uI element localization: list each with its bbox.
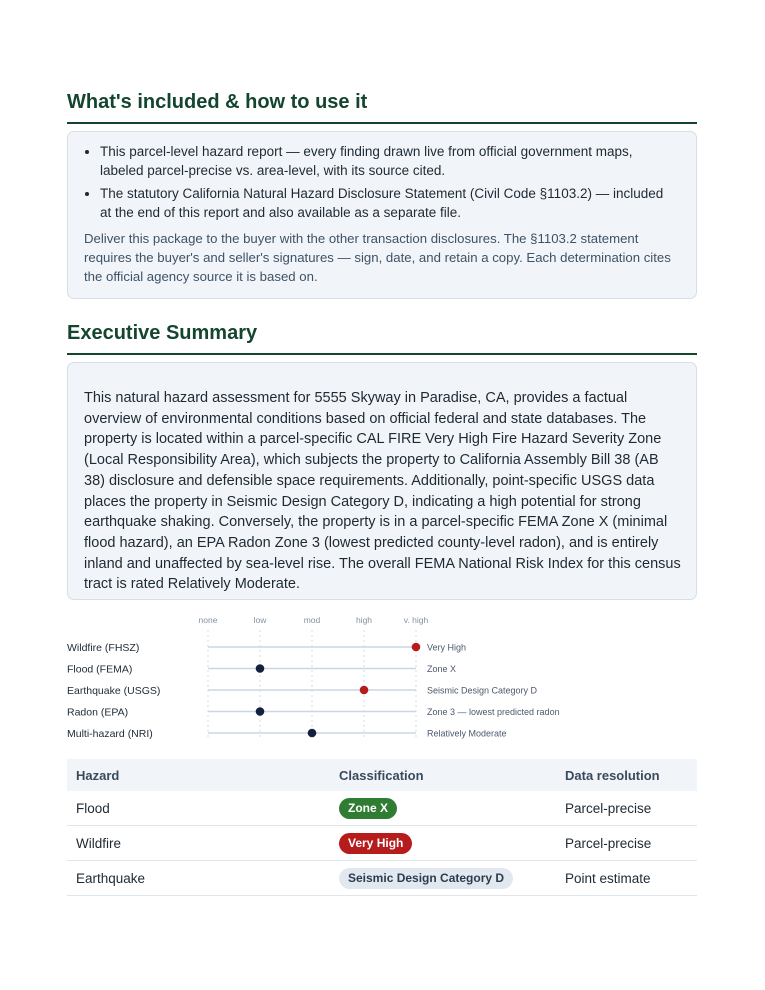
classification-cell [330,826,556,861]
column-header-hazard: Hazard [67,759,330,791]
hazard-cell: Flood [67,791,330,826]
hazard-level-dot [360,686,369,695]
hazard-level-label: Seismic Design Category D [427,685,538,696]
hazard-table [67,759,697,896]
hazard-row-label: Wildfire (FHSZ) [67,642,140,654]
hazard-level-chart [67,612,697,752]
classification-badge: Seismic Design Category D [339,868,513,889]
resolution-cell: Point estimate [556,861,697,896]
resolution-cell: Parcel-precise [556,826,697,861]
hazard-level-dot [412,643,421,652]
classification-cell [330,861,556,896]
summary-text: This natural hazard assessment for 5555 Skyway in Paradise, CA, provides a factual overview of environmental conditions based on official federal and state databases. The property is located within a parcel-specific CAL FIRE Very High Fire Hazard Severity Zone (Local Responsibility Area), which subjects the property to California Assembly Bill 38 (AB 38) disclosure and defensible space requirements. Additionally, point-specific USGS data places the property in Seismic Design Category D, indicating a high potential for strong earthquake shaking. Conversely, the property is in a parcel-specific FEMA Zone X (minimal flood hazard), an EPA Radon Zone 3 (lowest predicted county-level radon), and is entirely inland and unaffected by sea-level rise. The overall FEMA National Risk Index for this census tract is rated Relatively Moderate. [84,390,681,593]
hazard-row-label: Flood (FEMA) [67,663,133,676]
list-item: • This parcel-level hazard report — every finding drawn live from official government maps, labeled parcel-precise vs. area-level, with its source cited. [100,142,676,180]
hazard-level-dot [256,707,265,716]
hazard-level-label: Relatively Moderate [427,728,507,739]
classification-badge: Very High [339,833,412,854]
hazard-row-label: Multi-hazard (NRI) [67,728,153,740]
hazard-row-label: Radon (EPA) [67,706,129,719]
included-section-title: What's included & how to use it [67,91,697,124]
hazard-level-label: Zone X [427,664,457,674]
classification-badge: Zone X [339,798,397,819]
scale-tick-label: none [198,615,218,625]
included-list [68,142,696,226]
hazard-level-dot [308,729,317,738]
scale-tick-label: mod [303,615,321,625]
classification-cell [330,791,556,826]
scale-tick-label: v. high [403,615,429,625]
scale-tick-label: high [355,615,373,625]
hazard-cell: Earthquake [67,861,330,896]
hazard-level-label: Very High [427,642,467,653]
column-header-classification: Classification [330,759,556,791]
table-row [67,826,697,861]
list-item: • The statutory California Natural Hazard Disclosure Statement (Civil Code §1103.2) — included at the end of this report and also available as a separate file. [100,184,676,222]
included-panel [67,131,697,299]
hazard-row-label: Earthquake (USGS) [67,685,161,697]
executive-summary-title: Executive Summary [67,322,697,355]
scale-tick-label: low [253,615,267,625]
column-header-resolution: Data resolution [556,759,697,791]
table-header-row [67,759,697,791]
hazard-level-label: Zone 3 — lowest predicted radon [427,707,560,717]
table-row [67,861,697,896]
table-row [67,791,697,826]
delivery-note: Deliver this package to the buyer with the other transaction disclosures. The §1103.2 statement requires the buyer's and seller's signatures — sign, date, and retain a copy. Each determination cites the official agency source it is based on. [84,231,671,284]
hazard-level-dot [256,664,265,673]
summary-panel [67,362,697,600]
resolution-cell: Parcel-precise [556,791,697,826]
hazard-cell: Wildfire [67,826,330,861]
